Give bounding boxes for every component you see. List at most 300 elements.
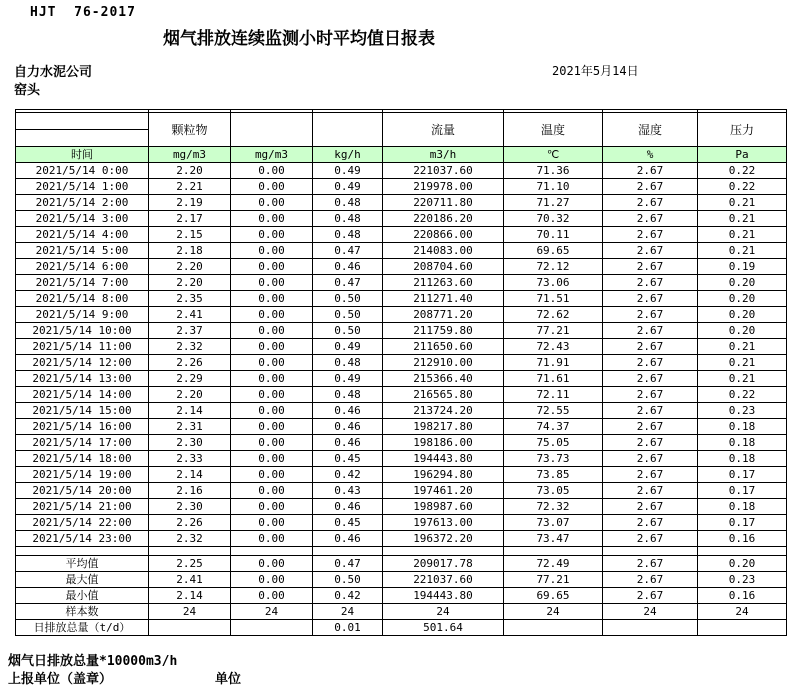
footer-total-note: 烟气日排放总量*10000m3/h	[8, 654, 178, 669]
cell-value: 0.45	[313, 451, 383, 467]
cell-value: 212910.00	[383, 355, 504, 371]
cell-value: 0.16	[698, 531, 787, 547]
unit-header-row	[16, 147, 787, 163]
cell-value: 2.20	[149, 387, 231, 403]
cell-time: 2021/5/14 16:00	[16, 419, 149, 435]
cell-value: 2.26	[149, 355, 231, 371]
table-row	[16, 515, 787, 531]
unit-cell: %	[603, 147, 698, 163]
cell-time: 2021/5/14 21:00	[16, 499, 149, 515]
cell-value: 2.25	[149, 556, 231, 572]
cell-value: 72.55	[504, 403, 603, 419]
empty-cell	[698, 547, 787, 556]
cell-value: 0.21	[698, 339, 787, 355]
cell-value: 72.12	[504, 259, 603, 275]
cell-value: 69.65	[504, 243, 603, 259]
summary-row	[16, 556, 787, 572]
cell-value: 0.47	[313, 243, 383, 259]
cell-value: 2.21	[149, 179, 231, 195]
table-row	[16, 323, 787, 339]
cell-value: 0.49	[313, 339, 383, 355]
company-name: 自力水泥公司	[14, 65, 93, 80]
cell-value: 2.67	[603, 227, 698, 243]
cell-value: 2.67	[603, 483, 698, 499]
cell-value: 2.18	[149, 243, 231, 259]
col-header-pressure: 压力	[698, 113, 787, 147]
station-name: 窑头	[14, 83, 41, 98]
cell-time: 2021/5/14 22:00	[16, 515, 149, 531]
col-header-particulate: 颗粒物	[149, 113, 231, 147]
cell-value: 2.30	[149, 435, 231, 451]
cell-value: 0.21	[698, 243, 787, 259]
cell-value: 198186.00	[383, 435, 504, 451]
cell-value: 501.64	[383, 620, 504, 636]
table-row	[16, 403, 787, 419]
cell-value: 0.00	[231, 531, 313, 547]
cell-value: 2.67	[603, 572, 698, 588]
cell-value: 197461.20	[383, 483, 504, 499]
cell-value: 0.00	[231, 227, 313, 243]
cell-value: 211759.80	[383, 323, 504, 339]
cell-value: 0.48	[313, 195, 383, 211]
cell-value: 0.46	[313, 499, 383, 515]
cell-value: 24	[149, 604, 231, 620]
cell-value: 0.00	[231, 483, 313, 499]
cell-value: 0.18	[698, 499, 787, 515]
cell-value: 198217.80	[383, 419, 504, 435]
cell-value: 0.00	[231, 275, 313, 291]
cell-time: 2021/5/14 11:00	[16, 339, 149, 355]
cell-value: 2.33	[149, 451, 231, 467]
hourly-data-rows	[16, 163, 787, 547]
cell-value: 71.91	[504, 355, 603, 371]
cell-value: 0.00	[231, 291, 313, 307]
cell-value: 0.00	[231, 179, 313, 195]
cell-value: 2.67	[603, 467, 698, 483]
cell-value: 75.05	[504, 435, 603, 451]
time-header-lower-cell	[16, 130, 149, 147]
cell-value: 72.11	[504, 387, 603, 403]
cell-value	[149, 620, 231, 636]
table-row	[16, 179, 787, 195]
cell-value: 0.00	[231, 259, 313, 275]
cell-value: 2.67	[603, 275, 698, 291]
cell-time: 2021/5/14 14:00	[16, 387, 149, 403]
cell-value: 0.17	[698, 483, 787, 499]
cell-value: 71.10	[504, 179, 603, 195]
col-header-flow: 流量	[383, 113, 504, 147]
cell-value: 0.00	[231, 387, 313, 403]
cell-value: 72.32	[504, 499, 603, 515]
cell-value: 0.00	[231, 451, 313, 467]
time-header-upper-cell	[16, 113, 149, 130]
report-table	[15, 109, 787, 636]
cell-value: 0.00	[231, 419, 313, 435]
cell-value: 0.00	[231, 195, 313, 211]
cell-value: 0.22	[698, 179, 787, 195]
cell-value: 69.65	[504, 588, 603, 604]
cell-value: 0.46	[313, 435, 383, 451]
cell-value: 219978.00	[383, 179, 504, 195]
table-row	[16, 195, 787, 211]
cell-value: 2.16	[149, 483, 231, 499]
cell-time: 2021/5/14 4:00	[16, 227, 149, 243]
cell-value: 220711.80	[383, 195, 504, 211]
cell-value: 0.47	[313, 275, 383, 291]
col-header-blank-2	[313, 113, 383, 147]
cell-value: 0.22	[698, 163, 787, 179]
cell-value: 71.27	[504, 195, 603, 211]
cell-value: 221037.60	[383, 572, 504, 588]
cell-value: 2.32	[149, 339, 231, 355]
cell-value: 0.18	[698, 435, 787, 451]
cell-value: 2.41	[149, 572, 231, 588]
cell-value: 2.67	[603, 499, 698, 515]
cell-value: 0.00	[231, 243, 313, 259]
cell-value: 0.17	[698, 515, 787, 531]
cell-value: 0.20	[698, 275, 787, 291]
cell-value: 2.67	[603, 403, 698, 419]
cell-value: 216565.80	[383, 387, 504, 403]
cell-value: 74.37	[504, 419, 603, 435]
cell-value: 0.19	[698, 259, 787, 275]
cell-value: 2.67	[603, 387, 698, 403]
cell-value: 70.11	[504, 227, 603, 243]
cell-value: 0.00	[231, 163, 313, 179]
cell-value: 2.67	[603, 355, 698, 371]
cell-time: 2021/5/14 2:00	[16, 195, 149, 211]
cell-time: 2021/5/14 7:00	[16, 275, 149, 291]
cell-value: 0.00	[231, 339, 313, 355]
cell-value: 2.67	[603, 307, 698, 323]
cell-value: 24	[313, 604, 383, 620]
cell-value: 2.41	[149, 307, 231, 323]
cell-value: 0.18	[698, 451, 787, 467]
group-header-row	[16, 113, 787, 130]
summary-row	[16, 588, 787, 604]
cell-value: 2.14	[149, 403, 231, 419]
cell-value: 2.26	[149, 515, 231, 531]
table-row	[16, 339, 787, 355]
table-row	[16, 227, 787, 243]
footer-unit-label: 单位	[215, 672, 242, 687]
cell-value: 24	[504, 604, 603, 620]
table-row	[16, 467, 787, 483]
cell-value: 0.42	[313, 588, 383, 604]
table-row	[16, 451, 787, 467]
cell-value: 24	[603, 604, 698, 620]
cell-value: 0.23	[698, 403, 787, 419]
summary-row	[16, 604, 787, 620]
cell-value: 0.00	[231, 588, 313, 604]
col-header-temperature: 温度	[504, 113, 603, 147]
empty-cell	[149, 547, 231, 556]
cell-value: 0.50	[313, 323, 383, 339]
cell-value: 77.21	[504, 572, 603, 588]
cell-value: 0.50	[313, 291, 383, 307]
cell-value	[231, 620, 313, 636]
cell-time: 2021/5/14 8:00	[16, 291, 149, 307]
cell-value: 0.20	[698, 323, 787, 339]
cell-value: 0.17	[698, 467, 787, 483]
table-row	[16, 419, 787, 435]
cell-value: 0.49	[313, 371, 383, 387]
cell-time: 2021/5/14 1:00	[16, 179, 149, 195]
cell-value: 0.49	[313, 179, 383, 195]
cell-value: 73.85	[504, 467, 603, 483]
cell-value: 0.00	[231, 499, 313, 515]
cell-time: 2021/5/14 20:00	[16, 483, 149, 499]
cell-value: 0.00	[231, 515, 313, 531]
cell-value: 73.05	[504, 483, 603, 499]
footer-report-unit-label: 上报单位（盖章）	[8, 672, 113, 687]
cell-value: 0.45	[313, 515, 383, 531]
unit-cell: Pa	[698, 147, 787, 163]
cell-value: 0.00	[231, 467, 313, 483]
table-row	[16, 291, 787, 307]
cell-value: 71.36	[504, 163, 603, 179]
cell-value: 73.07	[504, 515, 603, 531]
table-row	[16, 307, 787, 323]
empty-cell	[603, 547, 698, 556]
cell-value: 0.21	[698, 227, 787, 243]
cell-value: 194443.80	[383, 588, 504, 604]
cell-value: 0.00	[231, 403, 313, 419]
cell-value: 194443.80	[383, 451, 504, 467]
empty-cell	[313, 547, 383, 556]
cell-value: 0.18	[698, 419, 787, 435]
cell-value: 2.67	[603, 211, 698, 227]
empty-cell	[16, 547, 149, 556]
cell-value: 2.35	[149, 291, 231, 307]
col-header-humidity: 湿度	[603, 113, 698, 147]
cell-time: 2021/5/14 6:00	[16, 259, 149, 275]
cell-value: 72.62	[504, 307, 603, 323]
table-row	[16, 483, 787, 499]
unit-cell: kg/h	[313, 147, 383, 163]
cell-value: 0.46	[313, 259, 383, 275]
cell-value: 2.67	[603, 451, 698, 467]
summary-label: 日排放总量（t/d）	[16, 620, 149, 636]
cell-value: 2.67	[603, 531, 698, 547]
cell-time: 2021/5/14 0:00	[16, 163, 149, 179]
cell-value: 2.20	[149, 275, 231, 291]
cell-value: 24	[698, 604, 787, 620]
cell-value: 2.67	[603, 179, 698, 195]
cell-value: 0.16	[698, 588, 787, 604]
table-row	[16, 435, 787, 451]
cell-value: 2.32	[149, 531, 231, 547]
cell-value: 2.67	[603, 291, 698, 307]
cell-value: 2.29	[149, 371, 231, 387]
cell-value: 2.67	[603, 556, 698, 572]
cell-value: 0.00	[231, 572, 313, 588]
summary-label: 平均值	[16, 556, 149, 572]
cell-value: 0.01	[313, 620, 383, 636]
cell-time: 2021/5/14 17:00	[16, 435, 149, 451]
report-date: 2021年5月14日	[552, 64, 639, 78]
table-row	[16, 387, 787, 403]
spacer-row	[16, 547, 787, 556]
unit-cell: mg/m3	[231, 147, 313, 163]
table-row	[16, 259, 787, 275]
cell-value: 220866.00	[383, 227, 504, 243]
cell-time: 2021/5/14 12:00	[16, 355, 149, 371]
cell-value: 2.67	[603, 259, 698, 275]
cell-value: 2.67	[603, 435, 698, 451]
cell-value: 221037.60	[383, 163, 504, 179]
cell-value: 71.61	[504, 371, 603, 387]
cell-value: 2.20	[149, 163, 231, 179]
cell-value: 24	[383, 604, 504, 620]
cell-value: 2.67	[603, 371, 698, 387]
cell-value: 197613.00	[383, 515, 504, 531]
cell-value: 71.51	[504, 291, 603, 307]
table-row	[16, 371, 787, 387]
cell-value: 211271.40	[383, 291, 504, 307]
cell-time: 2021/5/14 5:00	[16, 243, 149, 259]
summary-label: 最小值	[16, 588, 149, 604]
summary-rows	[16, 547, 787, 636]
cell-value: 0.23	[698, 572, 787, 588]
cell-value: 0.00	[231, 556, 313, 572]
summary-label: 最大值	[16, 572, 149, 588]
time-label-cell: 时间	[16, 147, 149, 163]
cell-time: 2021/5/14 19:00	[16, 467, 149, 483]
cell-value: 77.21	[504, 323, 603, 339]
empty-cell	[231, 547, 313, 556]
cell-value: 0.49	[313, 163, 383, 179]
cell-value: 70.32	[504, 211, 603, 227]
cell-value: 0.00	[231, 307, 313, 323]
cell-value: 211650.60	[383, 339, 504, 355]
cell-value: 0.21	[698, 195, 787, 211]
cell-time: 2021/5/14 9:00	[16, 307, 149, 323]
cell-value	[603, 620, 698, 636]
cell-value: 73.06	[504, 275, 603, 291]
cell-value: 215366.40	[383, 371, 504, 387]
empty-cell	[383, 547, 504, 556]
cell-value: 196294.80	[383, 467, 504, 483]
cell-value: 0.43	[313, 483, 383, 499]
cell-value: 0.22	[698, 387, 787, 403]
cell-value: 0.46	[313, 531, 383, 547]
cell-value: 208704.60	[383, 259, 504, 275]
cell-value: 24	[231, 604, 313, 620]
cell-value: 0.00	[231, 323, 313, 339]
cell-value: 72.49	[504, 556, 603, 572]
unit-cell: m3/h	[383, 147, 504, 163]
cell-value: 0.21	[698, 355, 787, 371]
table-row	[16, 243, 787, 259]
unit-cell: ℃	[504, 147, 603, 163]
cell-value: 0.50	[313, 572, 383, 588]
cell-value: 0.50	[313, 307, 383, 323]
cell-value: 0.21	[698, 371, 787, 387]
table-row	[16, 355, 787, 371]
cell-value: 0.48	[313, 227, 383, 243]
table-row	[16, 275, 787, 291]
cell-value: 0.00	[231, 435, 313, 451]
cell-value: 2.37	[149, 323, 231, 339]
cell-value: 0.47	[313, 556, 383, 572]
table-row	[16, 163, 787, 179]
cell-time: 2021/5/14 3:00	[16, 211, 149, 227]
cell-value: 72.43	[504, 339, 603, 355]
cell-value: 0.20	[698, 307, 787, 323]
empty-cell	[504, 547, 603, 556]
cell-value: 0.48	[313, 387, 383, 403]
cell-value: 2.15	[149, 227, 231, 243]
cell-value: 220186.20	[383, 211, 504, 227]
table-row	[16, 531, 787, 547]
cell-value: 73.73	[504, 451, 603, 467]
cell-value: 2.67	[603, 195, 698, 211]
cell-value: 2.67	[603, 515, 698, 531]
cell-value: 2.14	[149, 467, 231, 483]
summary-row	[16, 620, 787, 636]
table-header-section	[16, 110, 787, 163]
cell-value: 0.20	[698, 291, 787, 307]
summary-label: 样本数	[16, 604, 149, 620]
cell-value: 0.48	[313, 355, 383, 371]
summary-row	[16, 572, 787, 588]
cell-value: 2.67	[603, 339, 698, 355]
cell-time: 2021/5/14 15:00	[16, 403, 149, 419]
cell-value: 0.20	[698, 556, 787, 572]
cell-value: 0.21	[698, 211, 787, 227]
unit-cell: mg/m3	[149, 147, 231, 163]
cell-value: 2.19	[149, 195, 231, 211]
cell-value: 213724.20	[383, 403, 504, 419]
cell-value: 2.20	[149, 259, 231, 275]
cell-value: 2.67	[603, 588, 698, 604]
cell-time: 2021/5/14 13:00	[16, 371, 149, 387]
table-row	[16, 499, 787, 515]
cell-value: 2.31	[149, 419, 231, 435]
cell-value: 198987.60	[383, 499, 504, 515]
cell-value: 0.00	[231, 211, 313, 227]
cell-time: 2021/5/14 10:00	[16, 323, 149, 339]
cell-value: 73.47	[504, 531, 603, 547]
cell-value: 0.46	[313, 403, 383, 419]
cell-value	[698, 620, 787, 636]
cell-value: 209017.78	[383, 556, 504, 572]
col-header-blank-1	[231, 113, 313, 147]
cell-value	[504, 620, 603, 636]
cell-value: 208771.20	[383, 307, 504, 323]
cell-value: 2.14	[149, 588, 231, 604]
cell-value: 2.67	[603, 243, 698, 259]
cell-value: 214083.00	[383, 243, 504, 259]
page-title: 烟气排放连续监测小时平均值日报表	[163, 29, 435, 49]
cell-value: 2.67	[603, 163, 698, 179]
document-standard-code: HJT 76-2017	[30, 5, 136, 20]
cell-value: 2.17	[149, 211, 231, 227]
cell-value: 196372.20	[383, 531, 504, 547]
cell-value: 0.00	[231, 355, 313, 371]
cell-value: 0.00	[231, 371, 313, 387]
table-row	[16, 211, 787, 227]
cell-value: 0.48	[313, 211, 383, 227]
cell-value: 0.42	[313, 467, 383, 483]
cell-time: 2021/5/14 18:00	[16, 451, 149, 467]
cell-value: 0.46	[313, 419, 383, 435]
cell-time: 2021/5/14 23:00	[16, 531, 149, 547]
cell-value: 211263.60	[383, 275, 504, 291]
cell-value: 2.67	[603, 323, 698, 339]
cell-value: 2.67	[603, 419, 698, 435]
